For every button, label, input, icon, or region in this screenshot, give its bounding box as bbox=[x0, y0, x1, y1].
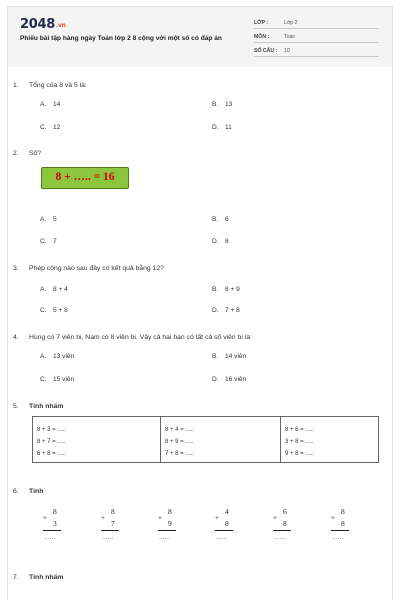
q4-option-a[interactable]: A. 13 viên bbox=[40, 353, 75, 360]
q4-option-d[interactable]: D. 16 viên bbox=[212, 376, 247, 383]
calc-column bbox=[280, 417, 378, 462]
calc-item[interactable]: 3 + 8 = ..... bbox=[285, 439, 314, 445]
answer-blank[interactable]: …… bbox=[274, 535, 286, 541]
vertical-addition: 8 + 3 …… bbox=[41, 507, 71, 555]
q1-option-c[interactable]: C. 12 bbox=[40, 124, 61, 131]
answer-blank[interactable]: …… bbox=[102, 535, 114, 541]
answer-blank[interactable]: …… bbox=[44, 535, 56, 541]
vertical-addition: 8 + 8 …… bbox=[329, 507, 359, 555]
answer-blank[interactable]: …… bbox=[332, 535, 344, 541]
q3-option-d[interactable]: D. 7 + 8 bbox=[212, 307, 240, 314]
calc-item[interactable]: 8 + 4 = ..... bbox=[165, 427, 194, 433]
calc-item[interactable]: 9 + 8 = ..... bbox=[285, 451, 314, 457]
q1-option-d[interactable]: D. 11 bbox=[212, 124, 232, 131]
calc-item[interactable]: 8 + 3 = ..... bbox=[37, 427, 66, 433]
calc-item[interactable]: 8 + 7 = ..... bbox=[37, 439, 66, 445]
q3-option-a[interactable]: A. 8 + 4 bbox=[40, 286, 68, 293]
q2-option-a[interactable]: A. 5 bbox=[40, 216, 57, 223]
calc-column bbox=[160, 417, 280, 462]
calc-item[interactable]: 8 + 6 = ..... bbox=[285, 427, 314, 433]
worksheet-header bbox=[8, 7, 392, 67]
q4-option-b[interactable]: B. 14 viên bbox=[212, 353, 247, 360]
q2-option-b[interactable]: B. 6 bbox=[212, 216, 229, 223]
vertical-addition: 8 + 7 …… bbox=[99, 507, 129, 555]
meta-grade: LỚP : Lớp 2 bbox=[254, 18, 379, 29]
worksheet-title: Phiếu bài tập hàng ngày Toán lớp 2 8 cộng với một số có đáp án bbox=[20, 35, 222, 42]
answer-blank[interactable]: …… bbox=[216, 535, 228, 541]
vertical-addition: 8 + 9 …… bbox=[156, 507, 186, 555]
q4-option-c[interactable]: C. 15 viên bbox=[40, 376, 75, 383]
calc-column bbox=[33, 417, 160, 462]
q1-option-b[interactable]: B. 13 bbox=[212, 101, 233, 108]
site-logo[interactable]: 2048.vn bbox=[20, 17, 66, 32]
calc-item[interactable]: 8 + 9 = ..... bbox=[165, 439, 194, 445]
vertical-addition: 6 + 8 …… bbox=[271, 507, 301, 555]
calc-item[interactable]: 6 + 8 = ..... bbox=[37, 451, 66, 457]
calc-item[interactable]: 7 + 8 = ..... bbox=[165, 451, 194, 457]
q2-option-d[interactable]: D. 8 bbox=[212, 238, 229, 245]
q3-option-c[interactable]: C. 5 + 8 bbox=[40, 307, 68, 314]
equation-box: 8 + ….. = 16 bbox=[41, 167, 129, 189]
vertical-addition: 4 + 8 …… bbox=[213, 507, 243, 555]
q1-option-a[interactable]: A. 14 bbox=[40, 101, 61, 108]
meta-subject: MÔN : Toán bbox=[254, 32, 379, 43]
meta-question-count: SỐ CÂU : 10 bbox=[254, 46, 379, 57]
q2-option-c[interactable]: C. 7 bbox=[40, 238, 57, 245]
mental-math-table bbox=[32, 416, 379, 463]
q3-option-b[interactable]: B. 8 + 9 bbox=[212, 286, 240, 293]
answer-blank[interactable]: …… bbox=[159, 535, 171, 541]
